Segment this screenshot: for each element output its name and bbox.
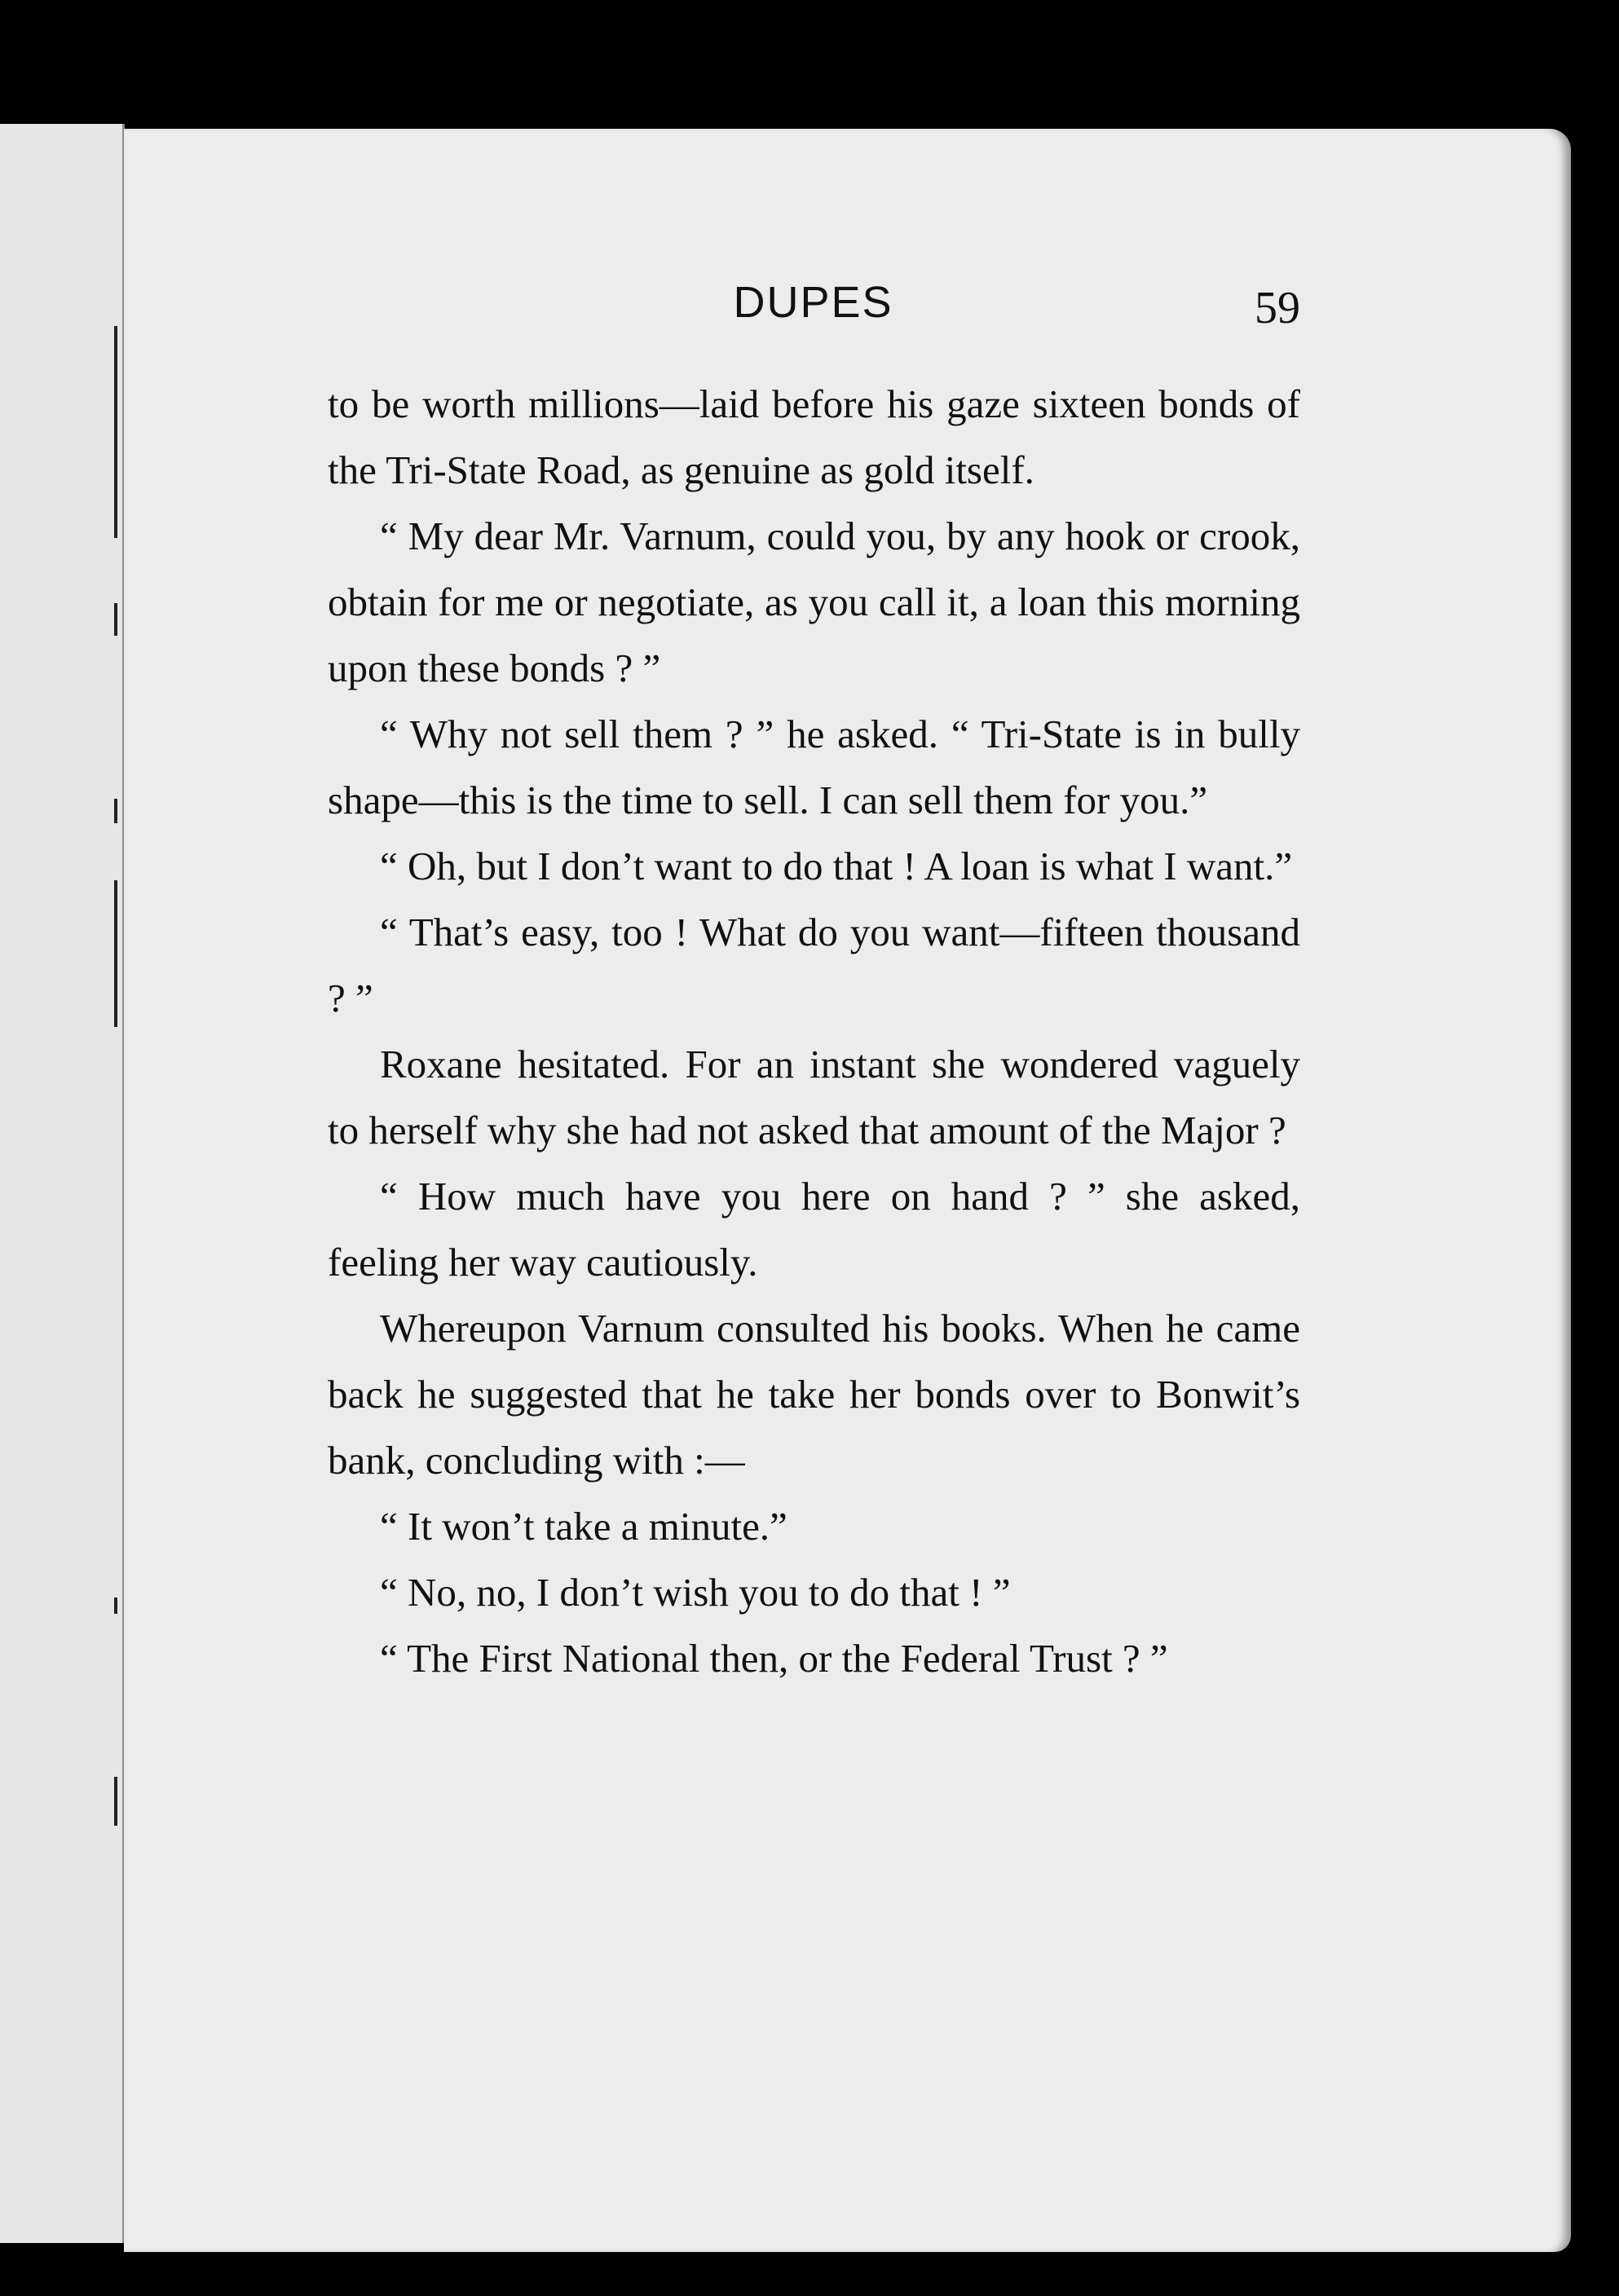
running-head bbox=[326, 277, 1300, 342]
text-block bbox=[328, 371, 1300, 1691]
page-number: 59 bbox=[1255, 283, 1300, 333]
paragraph: “ No, no, I don’t wish you to do that ! ” bbox=[380, 1570, 1011, 1615]
paragraph: Whereupon Varnum consulted his books. When he came back he suggested that he take her bonds over to Bonwit’s bank, concluding with :— bbox=[328, 1306, 1300, 1483]
paragraph: to be worth millions—laid before his gaze sixteen bonds of the Tri-State Road, as genuine as gold itself. bbox=[328, 381, 1300, 492]
left-page-edge bbox=[0, 124, 125, 2243]
running-title: DUPES bbox=[733, 278, 893, 327]
paragraph: “ Why not sell them ? ” he asked. “ Tri-State is in bully shape—this is the time to sell. I can sell them for you.” bbox=[328, 712, 1300, 822]
paragraph: “ That’s easy, too ! What do you want—fifteen thousand ? ” bbox=[328, 910, 1300, 1020]
paragraph: “ The First National then, or the Federal Trust ? ” bbox=[380, 1636, 1168, 1681]
paragraph: “ Oh, but I don’t want to do that ! A loan is what I want.” bbox=[380, 844, 1293, 888]
paragraph: Roxane hesitated. For an instant she wondered vaguely to herself why she had not asked that amount of the Major ? bbox=[328, 1042, 1300, 1152]
paragraph: “ How much have you here on hand ? ” she asked, feeling her way cautiously. bbox=[328, 1174, 1300, 1285]
paragraph: “ It won’t take a minute.” bbox=[380, 1504, 787, 1549]
binding-marks bbox=[114, 310, 119, 1940]
paragraph: “ My dear Mr. Varnum, could you, by any hook or crook, obtain for me or negotiate, as you call it, a loan this morning upon these bonds ? ” bbox=[328, 513, 1300, 690]
